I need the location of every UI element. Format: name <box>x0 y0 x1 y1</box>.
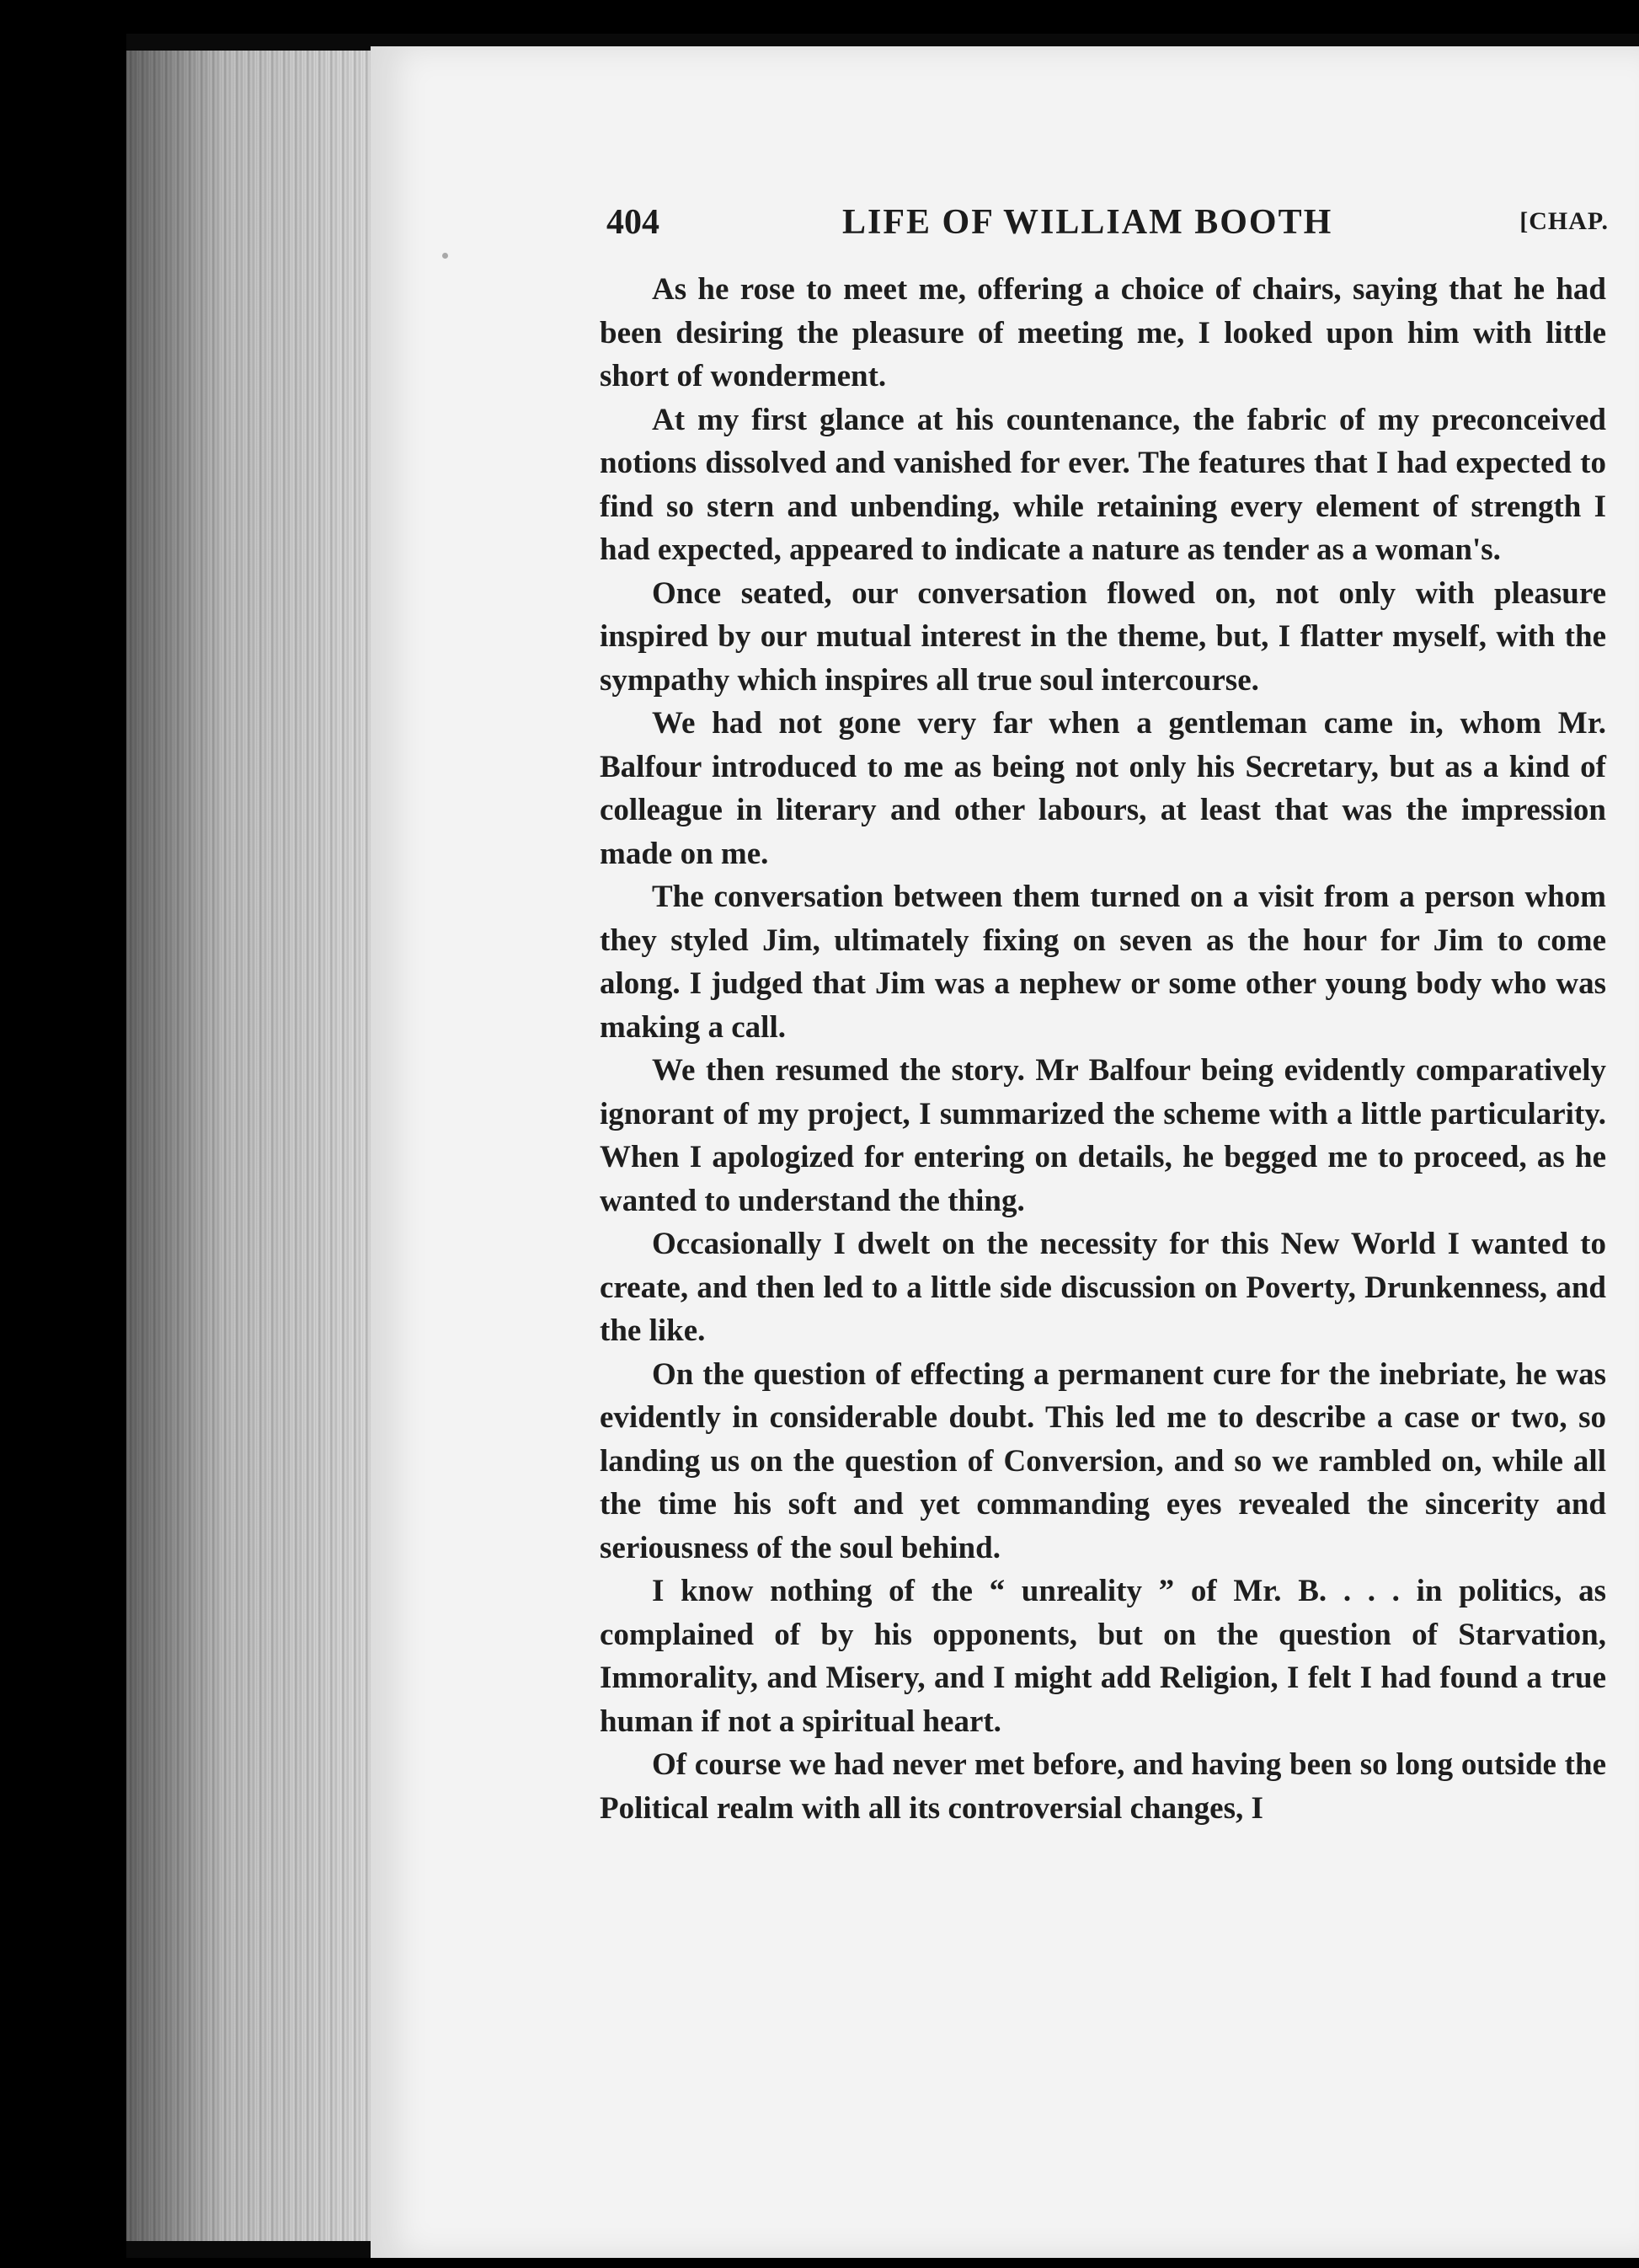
paragraph: As he rose to meet me, offering a choice of chairs, saying that he had been desiring the pleasure of meeting me, I looked upon him with little short of wonderment. <box>600 272 1606 393</box>
running-title: LIFE OF WILLIAM BOOTH <box>842 203 1333 242</box>
body-text <box>600 268 1606 1830</box>
page-number: 404 <box>606 203 659 242</box>
page-edges <box>126 51 413 2241</box>
chapter-mark: [CHAP. <box>1519 207 1609 235</box>
paragraph: Of course we had never met before, and having been so long outside the Political realm with all its controversial changes, I <box>600 1747 1606 1826</box>
paragraph: On the question of effecting a permanent cure for the inebriate, he was evidently in considerable doubt. This led me to describe a case or two, so landing us on the question of Conversion, and so we rambled on, while all the time his soft and yet commanding eyes revealed the sincerity and seriousness of the soul behind. <box>600 1356 1606 1565</box>
paragraph: I know nothing of the “ unreality ” of Mr. B. . . . in politics, as complained of by his opponents, but on the question of Starvation, Immorality, and Misery, and I might add Religion, I felt I had found a true human if not a spiritual heart. <box>600 1574 1606 1739</box>
paragraph: The conversation between them turned on a visit from a person whom they styled Jim, ultimately fixing on seven as the hour for Jim to come along. I judged that Jim was a nephew or some other young body who was making a call. <box>600 880 1606 1045</box>
paragraph: We then resumed the story. Mr Balfour being evidently comparatively ignorant of my project, I summarized the scheme with a little particularity. When I apologized for entering on details, he begged me to proceed, as he wanted to understand the thing. <box>600 1053 1606 1218</box>
paragraph: At my first glance at his countenance, the fabric of my preconceived notions dissolved and vanished for ever. The features that I had expected to find so stern and unbending, while retaining every element of strength I had expected, appeared to indicate a nature as tender as a woman's. <box>600 402 1606 567</box>
dust-speck <box>442 253 448 259</box>
page-header <box>606 202 1617 253</box>
paragraph: Once seated, our conversation flowed on, not only with pleasure inspired by our mutual interest in the theme, but, I flatter myself, with the sympathy which inspires all true soul intercourse. <box>600 575 1606 698</box>
paragraph: Occasionally I dwelt on the necessity for this New World I wanted to create, and then led to a little side discussion on Poverty, Drunkenness, and the like. <box>600 1227 1606 1348</box>
paragraph: We had not gone very far when a gentleman came in, whom Mr. Balfour introduced to me as being not only his Secretary, but as a kind of colleague in literary and other labours, at least that was the impression made on me. <box>600 706 1606 871</box>
